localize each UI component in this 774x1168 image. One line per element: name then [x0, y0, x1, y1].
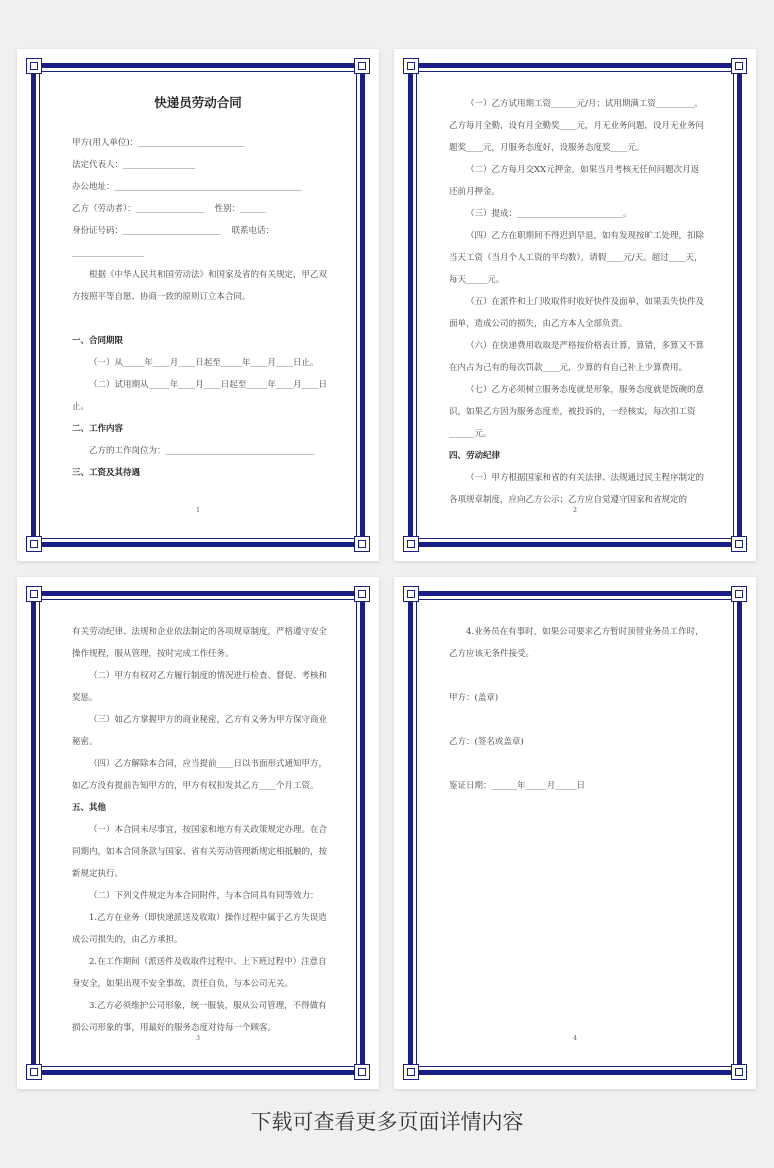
- contract-paragraph: 2.在工作期间（派送件及收取件过程中、上下班过程中）注意自身安全，如果出现不安全事故，责任自负，与本公司无关。: [72, 957, 327, 989]
- section-heading: 二、工作内容: [72, 424, 124, 434]
- border-corner-ornament: [26, 536, 42, 552]
- border-corner-ornament: [26, 58, 42, 74]
- contract-paragraph: 乙方（劳动者）：________________ 性别：______: [72, 204, 266, 214]
- page-number: 1: [196, 507, 200, 514]
- contract-paragraph: 根据《中华人民共和国劳动法》和国家及省的有关规定，甲乙双方按照平等自愿、协商一致的原则订立本合同。: [72, 270, 328, 302]
- contract-paragraph: （二）甲方有权对乙方履行制度的情况进行检查、督促、考核和奖惩。: [72, 671, 328, 703]
- border-corner-ornament: [731, 586, 747, 602]
- contract-paragraph: 1.乙方在业务（即快递派送及收取）操作过程中属于乙方失误造成公司损失的，由乙方承担。: [72, 913, 327, 945]
- border-corner-ornament: [354, 1064, 370, 1080]
- contract-paragraph: （六）在快递费用收取是严格按价格表计算，算错，多算又不算在内占为己有的每次罚款____元，少算的有自己补上少算费用。: [449, 341, 705, 373]
- border-corner-ornament: [403, 58, 419, 74]
- contract-paragraph: （三）提成：_________________________。: [466, 209, 632, 219]
- contract-paragraph: 身份证号码：_______________________ 联系电话：_________________: [72, 226, 275, 258]
- contract-paragraph: （三）如乙方掌握甲方的商业秘密，乙方有义务为甲方保守商业秘密。: [72, 715, 328, 747]
- contract-paragraph: （二）乙方每月交XX元押金，如果当月考核无任何问题次月返还前月押金。: [449, 165, 700, 197]
- border-corner-ornament: [354, 536, 370, 552]
- document-title: 快递员劳动合同: [154, 95, 242, 110]
- contract-paragraph: （一）甲方根据国家和省的有关法律、法规通过民主程序制定的各项规章制度，应向乙方公示；乙方应自觉遵守国家和省规定的: [449, 473, 705, 505]
- blank-line: [449, 753, 704, 775]
- contract-paragraph: （一）本合同未尽事宜，按国家和地方有关政策规定办理。在合同期内，如本合同条款与国家、省有关劳动管理新规定相抵触的，按新规定执行。: [72, 825, 328, 879]
- contract-paragraph: 甲方：(盖章): [449, 693, 499, 703]
- page-number: 3: [196, 1035, 200, 1042]
- document-page-4: [394, 577, 756, 1089]
- border-corner-ornament: [403, 536, 419, 552]
- border-corner-ornament: [731, 536, 747, 552]
- document-page-1: [17, 49, 379, 561]
- section-heading: 三、工资及其待遇: [72, 468, 141, 478]
- contract-paragraph: （一）从_____年____月____日起至_____年____月____日止。: [89, 358, 319, 368]
- contract-paragraph: 甲方(用人单位)：_________________________: [72, 138, 245, 148]
- contract-paragraph: 乙方：(签名或盖章): [449, 737, 524, 747]
- page-number: 2: [573, 507, 577, 514]
- download-more-caption[interactable]: 下载可查看更多页面详情内容: [250, 1110, 524, 1134]
- page-content: [449, 621, 704, 1089]
- border-corner-ornament: [354, 586, 370, 602]
- blank-line: [72, 308, 327, 330]
- border-corner-ornament: [403, 586, 419, 602]
- contract-paragraph: （一）乙方试用期工资______元/月；试用期满工资_________。乙方每月全勤，设有月全勤奖____元，月无业务问题，设月无业务问题奖____元，月服务态度好，设服务态度奖____元。: [449, 99, 705, 153]
- page-content: [449, 93, 704, 561]
- border-corner-ornament: [26, 1064, 42, 1080]
- page-content: [72, 132, 327, 561]
- contract-paragraph: （七）乙方必须树立服务态度就是形象，服务态度就是饭碗的意识，如果乙方因为服务态度差，被投诉的，一经核实，每次扣工资______元。: [449, 385, 705, 439]
- contract-paragraph: （四）乙方在职期间不得迟到早退，如有发现按旷工处理，扣除当天工资（当月个人工资的平均数），请假____元/天。超过____天，每天_____元。: [449, 231, 705, 285]
- border-corner-ornament: [403, 1064, 419, 1080]
- blank-line: [449, 665, 704, 687]
- contract-paragraph: 办公地址：____________________________________________: [72, 182, 302, 192]
- page-number: 4: [573, 1035, 577, 1042]
- section-heading: 一、合同期限: [72, 336, 124, 346]
- border-corner-ornament: [354, 58, 370, 74]
- document-page-2: [394, 49, 756, 561]
- section-heading: 四、劳动纪律: [449, 451, 501, 461]
- contract-paragraph: （二）试用期从_____年____月____日起至_____年____月____日止。: [72, 380, 328, 412]
- contract-paragraph: （二）下列文件规定为本合同附件，与本合同具有同等效力：: [89, 891, 319, 901]
- page-content: [72, 621, 327, 1089]
- border-corner-ornament: [731, 1064, 747, 1080]
- contract-paragraph: （五）在派件和上门收取件时收好快件及面单，如果丢失快件及面单，造成公司的损失，由乙方本人全部负责。: [449, 297, 705, 329]
- border-corner-ornament: [26, 586, 42, 602]
- blank-line: [449, 709, 704, 731]
- contract-paragraph: 鉴证日期：______年_____月_____日: [449, 781, 586, 791]
- contract-paragraph: 3.乙方必须维护公司形象，统一服装，服从公司管理，不得做有损公司形象的事，用最好的服务态度对待每一个顾客。: [72, 1001, 327, 1033]
- border-corner-ornament: [731, 58, 747, 74]
- contract-paragraph: （四）乙方解除本合同，应当提前____日以书面形式通知甲方，如乙方没有提前告知甲方的，甲方有权扣发其乙方____个月工资。: [72, 759, 328, 791]
- section-heading: 五、其他: [72, 803, 107, 813]
- document-page-3: [17, 577, 379, 1089]
- contract-paragraph: 有关劳动纪律、法规和企业依法制定的各项规章制度，严格遵守安全操作规程，服从管理，按时完成工作任务。: [72, 627, 328, 659]
- contract-paragraph: 4.业务员在有事时，如果公司要求乙方暂时顶替业务员工作时，乙方应该无条件接受。: [449, 627, 704, 659]
- contract-paragraph: 乙方的工作岗位为：___________________________________: [89, 446, 315, 456]
- contract-paragraph: 法定代表人：_________________: [72, 160, 196, 170]
